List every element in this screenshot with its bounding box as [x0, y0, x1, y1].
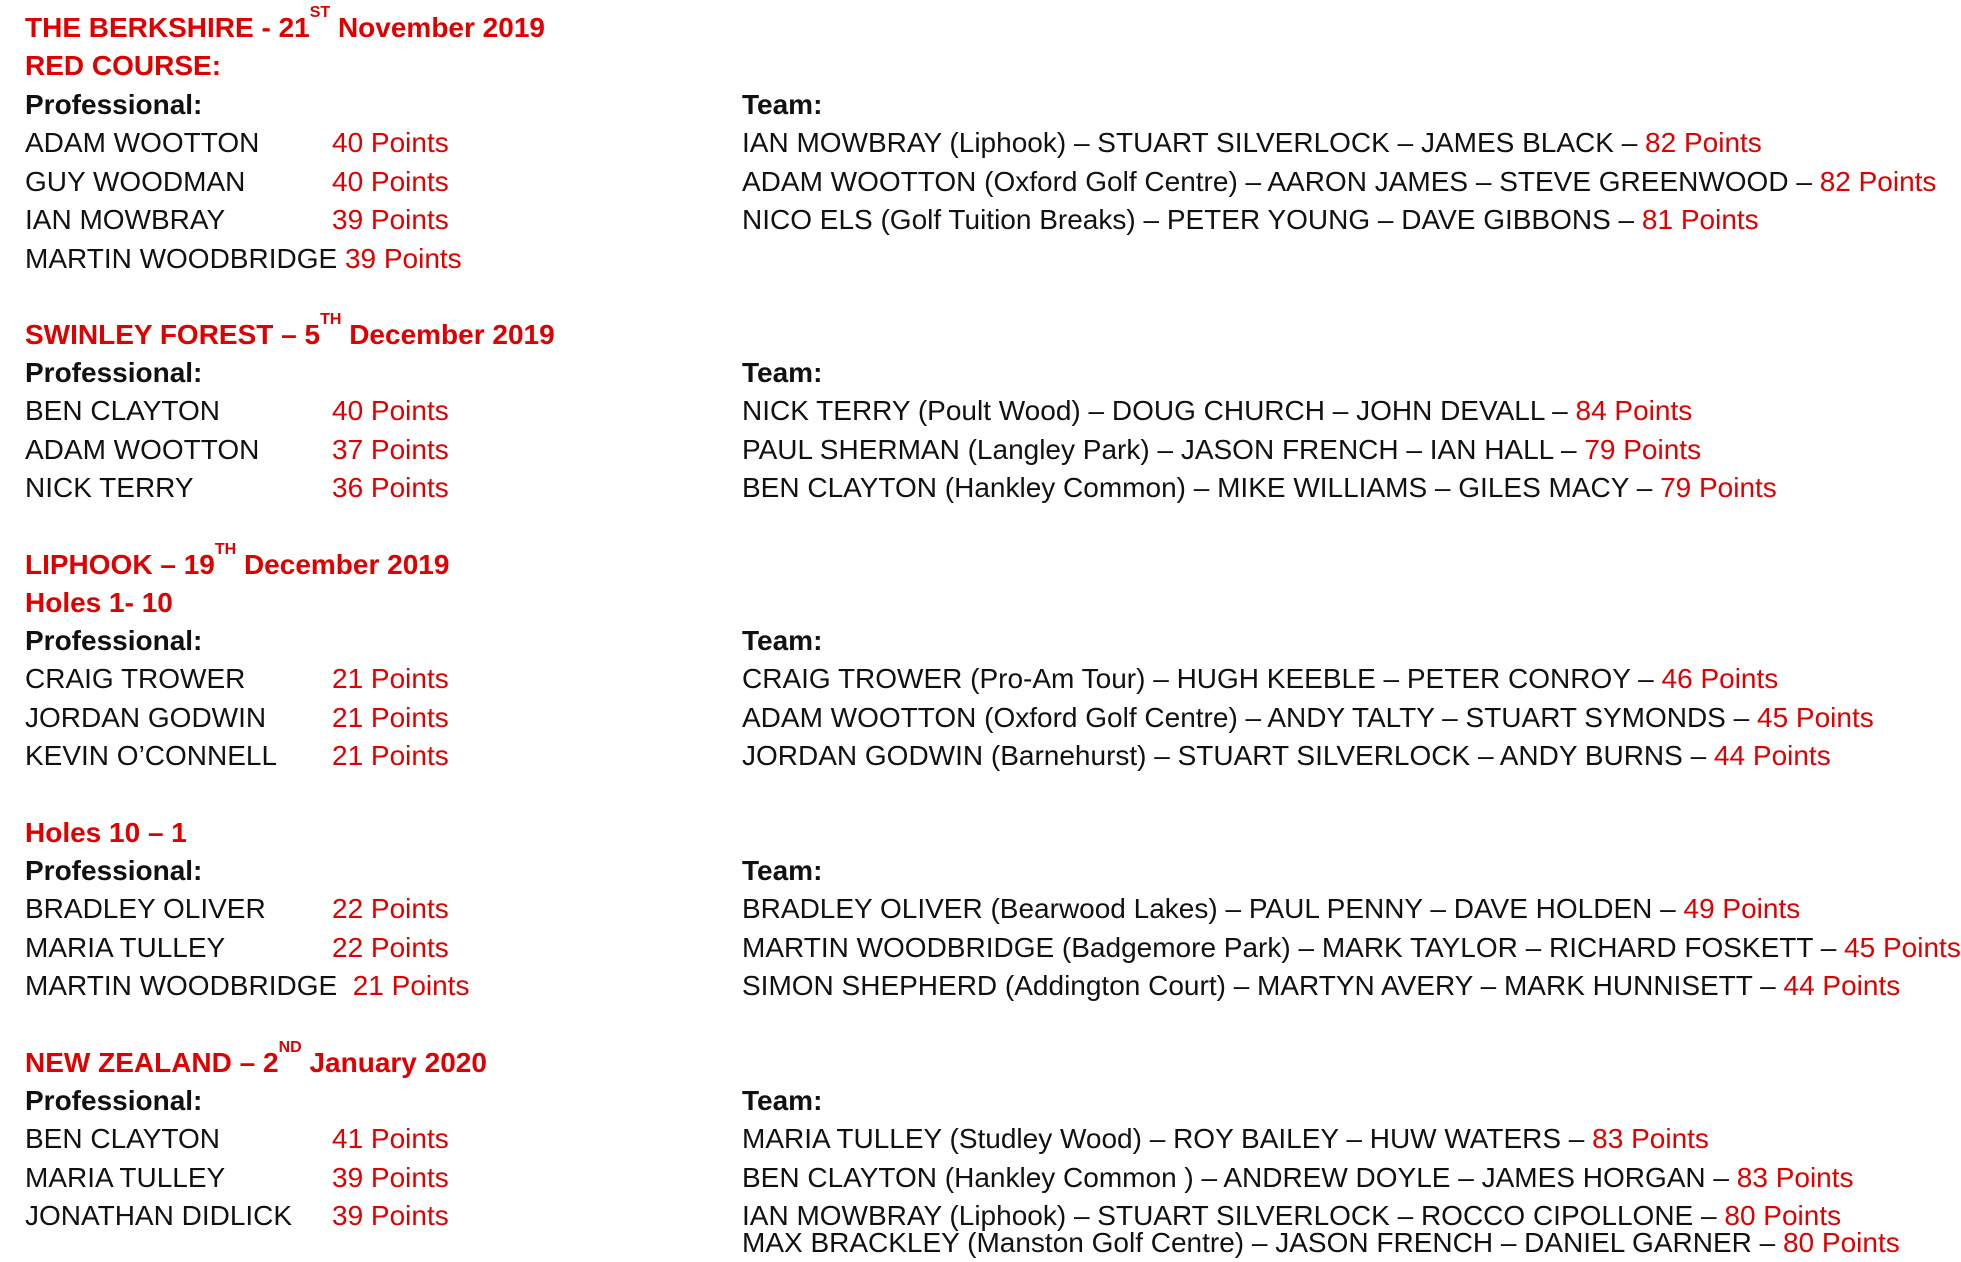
pro-name: CRAIG TROWER	[25, 663, 246, 694]
team-members: ADAM WOOTTON (Oxford Golf Centre) – ANDY TALTY – STUART SYMONDS –	[742, 702, 1757, 733]
pro-points: 39 Points	[332, 1162, 449, 1193]
pro-points: 22 Points	[332, 893, 449, 924]
team-row	[742, 163, 1936, 201]
professional-label: Professional:	[25, 625, 203, 656]
team-points: 46 Points	[1661, 663, 1779, 694]
team-points: 81 Points	[1641, 204, 1759, 235]
team-row	[742, 890, 1800, 928]
team-row	[742, 392, 1692, 430]
pro-name: BRADLEY OLIVER	[25, 893, 266, 924]
pro-name: MARTIN WOODBRIDGE	[25, 970, 338, 1001]
section-title: THE BERKSHIRE - 21ST November 2019	[25, 4, 545, 43]
pro-row	[25, 967, 469, 1005]
team-row	[742, 431, 1701, 469]
team-members: PAUL SHERMAN (Langley Park) – JASON FRENCH – IAN HALL –	[742, 434, 1585, 465]
team-members: IAN MOWBRAY (Liphook) – STUART SILVERLOCK – ROCCO CIPOLLONE –	[742, 1200, 1725, 1231]
team-points: 79 Points	[1660, 472, 1777, 503]
pro-name: GUY WOODMAN	[25, 166, 246, 197]
team-points: 82 Points	[1819, 166, 1937, 197]
team-label: Team:	[742, 1085, 823, 1116]
team-label: Team:	[742, 357, 823, 388]
team-row	[742, 201, 1759, 239]
section-subtitle: Holes 1- 10	[25, 587, 173, 618]
pro-name: ADAM WOOTTON	[25, 127, 260, 158]
team-label: Team:	[742, 625, 823, 656]
pro-points: 39 Points	[332, 1200, 449, 1231]
team-points: 84 Points	[1575, 395, 1693, 426]
team-points: 44 Points	[1713, 740, 1831, 771]
team-row	[742, 1120, 1709, 1158]
team-members: SIMON SHEPHERD (Addington Court) – MARTYN AVERY – MARK HUNNISETT –	[742, 970, 1784, 1001]
team-row	[742, 737, 1831, 775]
professional-label: Professional:	[25, 89, 203, 120]
team-row	[742, 1224, 1900, 1262]
section-title: NEW ZEALAND – 2ND January 2020	[25, 1039, 487, 1078]
team-row	[742, 660, 1778, 698]
pro-points: 40 Points	[332, 127, 449, 158]
pro-points: 39 Points	[344, 243, 462, 274]
team-members: MAX BRACKLEY (Manston Golf Centre) – JASON FRENCH – DANIEL GARNER –	[742, 1227, 1783, 1258]
team-members: CRAIG TROWER (Pro-Am Tour) – HUGH KEEBLE – PETER CONROY –	[742, 663, 1662, 694]
pro-points: 36 Points	[332, 472, 449, 503]
team-members: BEN CLAYTON (Hankley Common) – MIKE WILLIAMS – GILES MACY –	[742, 472, 1661, 503]
team-members: BRADLEY OLIVER (Bearwood Lakes) – PAUL PENNY – DAVE HOLDEN –	[742, 893, 1684, 924]
pro-points: 21 Points	[332, 702, 449, 733]
team-members: MARIA TULLEY (Studley Wood) – ROY BAILEY – HUW WATERS –	[742, 1123, 1593, 1154]
team-points: 80 Points	[1782, 1227, 1900, 1258]
team-members: JORDAN GODWIN (Barnehurst) – STUART SILVERLOCK – ANDY BURNS –	[742, 740, 1714, 771]
pro-name: BEN CLAYTON	[25, 395, 221, 426]
pro-name: MARIA TULLEY	[25, 1162, 226, 1193]
team-points: 80 Points	[1724, 1200, 1842, 1231]
pro-name: ADAM WOOTTON	[25, 434, 260, 465]
pro-name: NICK TERRY	[25, 472, 194, 503]
team-row	[742, 1159, 1854, 1197]
team-points: 83 Points	[1736, 1162, 1854, 1193]
pro-name: JORDAN GODWIN	[25, 702, 267, 733]
team-points: 79 Points	[1584, 434, 1702, 465]
team-row	[742, 469, 1777, 507]
professional-label: Professional:	[25, 855, 203, 886]
pro-points: 21 Points	[352, 970, 470, 1001]
pro-name: IAN MOWBRAY	[25, 204, 226, 235]
section-title: SWINLEY FOREST – 5TH December 2019	[25, 311, 555, 350]
pro-points: 21 Points	[332, 663, 449, 694]
pro-points: 40 Points	[332, 166, 449, 197]
pro-points: 21 Points	[332, 740, 449, 771]
team-row	[742, 124, 1762, 162]
professional-label: Professional:	[25, 357, 203, 388]
pro-row	[25, 240, 462, 278]
pro-name: MARIA TULLEY	[25, 932, 226, 963]
team-points: 44 Points	[1783, 970, 1901, 1001]
pro-points: 41 Points	[332, 1123, 449, 1154]
team-members: BEN CLAYTON (Hankley Common ) – ANDREW DOYLE – JAMES HORGAN –	[742, 1162, 1737, 1193]
professional-label: Professional:	[25, 1085, 203, 1116]
team-members: MARTIN WOODBRIDGE (Badgemore Park) – MARK TAYLOR – RICHARD FOSKETT –	[742, 932, 1845, 963]
team-members: NICK TERRY (Poult Wood) – DOUG CHURCH – JOHN DEVALL –	[742, 395, 1576, 426]
team-points: 49 Points	[1683, 893, 1801, 924]
team-members: IAN MOWBRAY (Liphook) – STUART SILVERLOCK – JAMES BLACK –	[742, 127, 1646, 158]
pro-name: JONATHAN DIDLICK	[25, 1200, 293, 1231]
pro-name: KEVIN O’CONNELL	[25, 740, 278, 771]
team-points: 45 Points	[1844, 932, 1961, 963]
team-points: 83 Points	[1592, 1123, 1709, 1154]
section-subtitle: RED COURSE:	[25, 50, 222, 81]
section-title: LIPHOOK – 19TH December 2019	[25, 541, 450, 580]
pro-name: MARTIN WOODBRIDGE	[25, 243, 338, 274]
team-members: NICO ELS (Golf Tuition Breaks) – PETER YOUNG – DAVE GIBBONS –	[742, 204, 1642, 235]
team-points: 45 Points	[1757, 702, 1874, 733]
team-row	[742, 699, 1874, 737]
pro-points: 37 Points	[332, 434, 449, 465]
team-row	[742, 967, 1900, 1005]
team-members: ADAM WOOTTON (Oxford Golf Centre) – AARON JAMES – STEVE GREENWOOD –	[742, 166, 1820, 197]
team-label: Team:	[742, 89, 823, 120]
team-row	[742, 929, 1961, 967]
pro-name: BEN CLAYTON	[25, 1123, 221, 1154]
pro-points: 40 Points	[332, 395, 449, 426]
pro-points: 39 Points	[332, 204, 449, 235]
pro-points: 22 Points	[332, 932, 449, 963]
section-title: Holes 10 – 1	[25, 817, 187, 848]
team-points: 82 Points	[1645, 127, 1762, 158]
team-label: Team:	[742, 855, 823, 886]
